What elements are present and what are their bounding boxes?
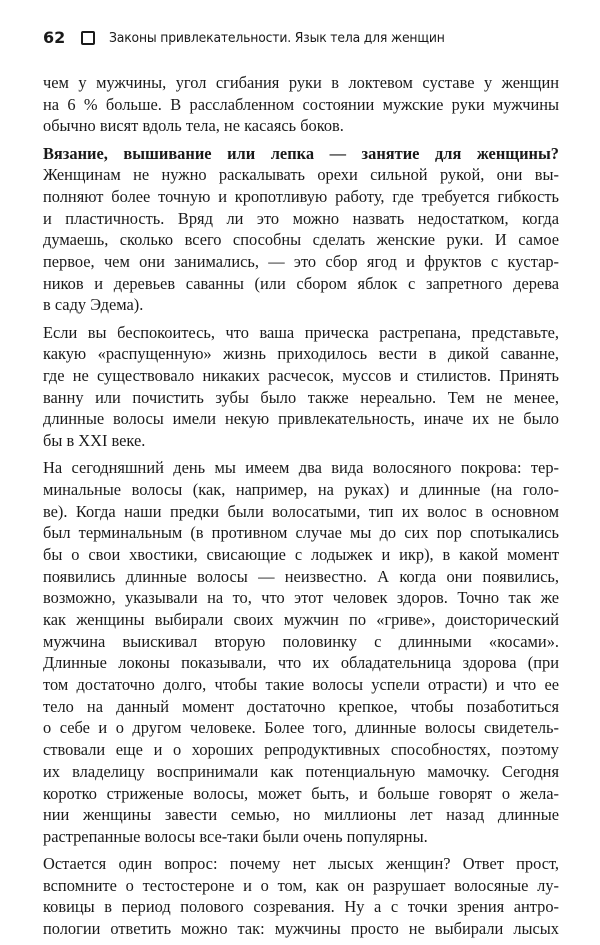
text-line: ковицы в период полового созревания. Ну а с точки зрения антро- (43, 897, 559, 917)
text-line: их владелицу воспринимали как потенциальную мамочку. Сегодня (43, 761, 559, 781)
text-line: какую «распущенную» жизнь приходилось вести в дикой саванне, (43, 344, 559, 364)
text-line: чем у мужчины, угол сгибания руки в локтевом суставе у женщин (43, 73, 559, 92)
text-line: Длинные локоны показывали, что их обладательница здорова (при (43, 653, 559, 673)
paragraph (43, 322, 559, 452)
paragraph (43, 143, 559, 317)
square-bullet-icon (81, 31, 95, 45)
text-line: ников и деревьев саванны (или сбором яблок с запретного дерева (43, 273, 559, 293)
text-line: Остается один вопрос: почему нет лысых женщин? Ответ прост, (43, 854, 559, 874)
paragraph (43, 457, 559, 847)
text-line: бы о свои хвостики, свисающие с лодыжек и икр), в какой момент (43, 544, 559, 564)
running-header (43, 28, 474, 47)
text-line: вспомните о тестостероне и о том, как он разрушает волосяные лу- (43, 875, 559, 895)
text-line: растрепанные волосы все-таки были очень популярны. (43, 826, 428, 846)
text-line: в саду Эдема). (43, 295, 144, 315)
text-line: минальные волосы (как, например, на руках) и длинные (на голо- (43, 479, 559, 499)
text-line: о себе и о другом человеке. Более того, длинные волосы свидетель- (43, 718, 559, 738)
text-line: том достаточно долго, чтобы такие волосы успели отрасти) и что ее (43, 675, 559, 695)
text-line: возможно, указывали на то, что этот человек здоров. Точно так же (43, 588, 559, 608)
text-line: появились длинные волосы — неизвестно. А когда они появились, (43, 566, 559, 586)
text-line: и пластичность. Вряд ли это можно назвать недостатком, когда (43, 208, 559, 228)
text-line: пологии ответить можно так: мужчины просто не выбирали лысых (43, 919, 559, 939)
text-line: на 6 % больше. В расслабленном состоянии мужские руки мужчины (43, 94, 559, 114)
section-heading: Вязание, вышивание или лепка — занятие для женщины? (43, 143, 559, 163)
text-line: На сегодняшний день мы имеем два вида волосяного покрова: тер- (43, 458, 559, 478)
text-line: полняют более точную и кропотливую работу, где требуется гибкость (43, 186, 559, 206)
text-line: ствовали еще и о хороших репродуктивных способностях, поэтому (43, 740, 559, 760)
text-line: нии женщины завести семью, но миллионы лет назад длинные (43, 805, 559, 825)
text-line: был терминальным (в противном случае мы до сих пор спотыкались (43, 523, 559, 543)
paragraph (43, 72, 559, 137)
page-body (43, 72, 559, 945)
text-line: коротко стриженые волосы, может быть, и больше говорят о жела- (43, 783, 559, 803)
text-line: первое, чем они занимались, — это сбор ягод и фруктов с кустар- (43, 252, 559, 271)
text-line: Женщинам не нужно раскалывать орехи сильной рукой, они вы- (43, 165, 559, 185)
text-line: ве). Когда наши предки были волосатыми, тип их волос в основном (43, 501, 559, 521)
text-line: думаешь, сколько всего способны сделать женские руки. И самое (43, 230, 559, 250)
page-number: 62 (43, 28, 66, 47)
paragraph (43, 853, 559, 940)
text-line: как женщины выбирали своих мужчин по «гриве», доисторический (43, 610, 559, 629)
text-line: тело на данный момент достаточно крепкое, чтобы позаботиться (43, 696, 559, 716)
text-line: Если вы беспокоитесь, что ваша прическа растрепана, представьте, (43, 322, 559, 342)
running-title: Законы привлекательности. Язык тела для женщин (109, 29, 445, 46)
text-line: где не существовало никаких расчесок, муссов и стилистов. Принять (43, 365, 559, 385)
text-line: ванну или почистить зубы было также нереально. Тем не менее, (43, 387, 559, 407)
text-line: обычно висят вдоль тела, не касаясь боков. (43, 116, 344, 136)
text-line: длинные волосы имели некую привлекательность, иначе их не было (43, 409, 559, 429)
text-line: мужчина выискивал вторую половинку с длинными «косами». (43, 631, 559, 651)
text-line: бы в XXI веке. (43, 431, 146, 450)
